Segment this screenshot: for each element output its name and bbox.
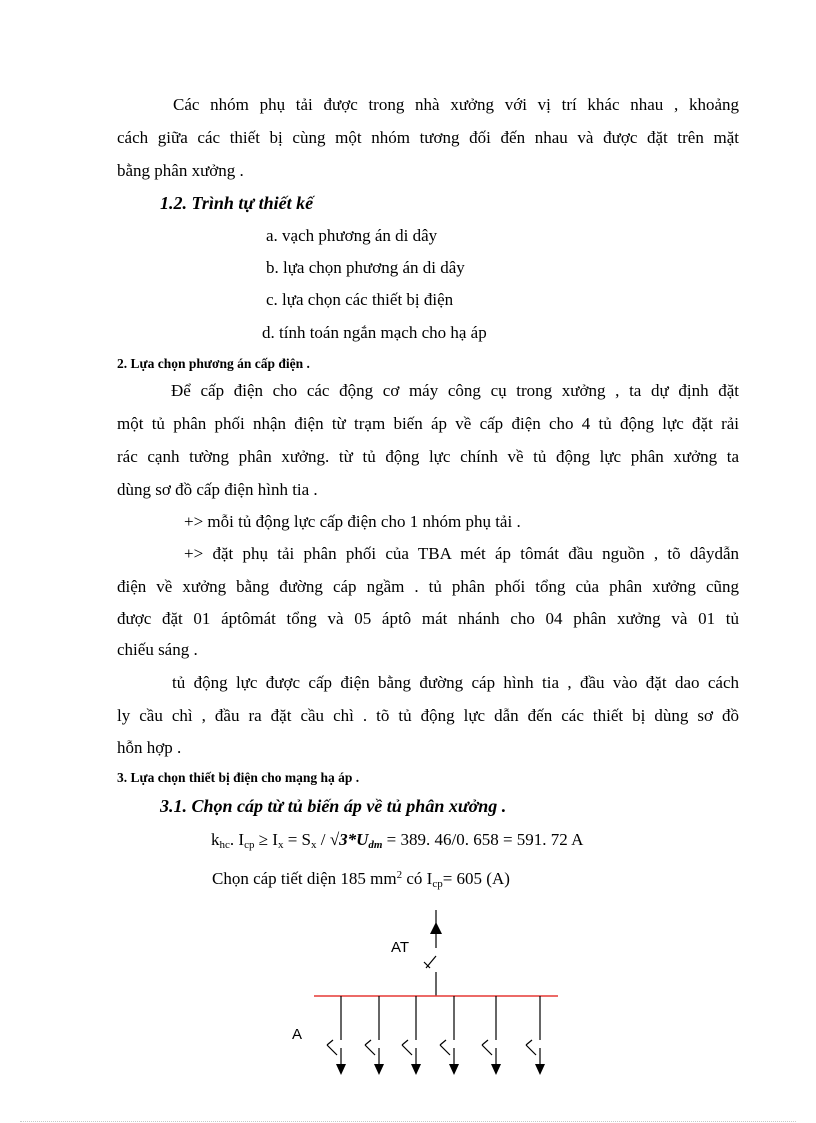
- list-item: a. vạch phương án di dây: [266, 226, 438, 245]
- section-2-para-2-line: ly cầu chì , đầu ra đặt cầu chì . tõ tủ động lực dẫn đến các thiết bị dùng sơ đồ: [117, 706, 739, 725]
- branch-breaker-switch: [365, 1045, 375, 1055]
- paragraph-1-line-2: cách giữa các thiết bị cùng một nhóm tương đối đến nhau và được đặt trên mặt: [117, 128, 739, 147]
- page-bottom-rule: [20, 1121, 796, 1122]
- branch-breaker-hook: [440, 1040, 446, 1045]
- incoming-arrow-icon: [430, 922, 442, 934]
- formula-ge: ≥ I: [254, 830, 278, 849]
- label-a: A: [292, 1026, 303, 1043]
- cable-choice-text: Chọn cáp tiết diện 185 mm: [212, 869, 397, 888]
- branch-breaker-hook: [365, 1040, 371, 1045]
- branch-breaker-switch: [526, 1045, 536, 1055]
- formula-result: = 389. 46/0. 658 = 591. 72 A: [382, 830, 584, 849]
- branch-arrow-icon: [336, 1064, 346, 1075]
- section-2-para-1-line: dùng sơ đồ cấp điện hình tia .: [117, 480, 318, 499]
- branch-breaker-hook: [482, 1040, 488, 1045]
- paragraph-1-line-1: Các nhóm phụ tải được trong nhà xưởng với vị trí khác nhau , khoảng: [173, 95, 739, 114]
- section-1-2-heading: 1.2. Trình tự thiết kế: [160, 193, 314, 213]
- section-2-para-1-line: một tủ phân phối nhận điện từ trạm biến áp về cấp điện cho 4 tủ động lực đặt rải: [117, 414, 739, 433]
- branch-group: [327, 996, 545, 1075]
- bullet-1: +> mỗi tủ động lực cấp điện cho 1 nhóm phụ tải .: [184, 512, 521, 531]
- branch-arrow-icon: [449, 1064, 459, 1075]
- formula-sx-sub: x: [311, 839, 317, 851]
- branch-arrow-icon: [411, 1064, 421, 1075]
- branch-breaker-switch: [327, 1045, 337, 1055]
- branch-breaker-switch: [482, 1045, 492, 1055]
- label-at: AT: [391, 939, 410, 956]
- formula-i1-sub: cp: [244, 839, 255, 851]
- formula-u-sub: dm: [368, 839, 383, 851]
- list-item: c. lựa chọn các thiết bị điện: [266, 290, 454, 309]
- section-2-para-1-line: rác cạnh tường phân xưởng. từ tủ động lực chính về tủ động lực phân xưởng ta: [117, 447, 739, 466]
- cable-choice-sup: 2: [396, 869, 403, 881]
- section-3-heading: 3. Lựa chọn thiết bị điện cho mạng hạ áp .: [117, 770, 360, 785]
- section-3-1-heading: 3.1. Chọn cáp từ tủ biến áp về tủ phân xưởng .: [160, 796, 507, 816]
- branch-arrow-icon: [374, 1064, 384, 1075]
- formula-sqrt: √3*U: [329, 830, 369, 849]
- section-2-para-2-line: tủ động lực được cấp điện bằng đường cáp hình tia , đầu vào đặt dao cách: [172, 673, 739, 692]
- formula-ix-sub: x: [277, 839, 284, 851]
- paragraph-1-line-3: bằng phân xưởng .: [117, 161, 244, 180]
- formula-div: /: [316, 830, 330, 849]
- cable-choice-sub: cp: [432, 878, 443, 890]
- branch-breaker-switch: [440, 1045, 450, 1055]
- branch-breaker-switch: [402, 1045, 412, 1055]
- formula-k-sub: hc: [219, 839, 230, 851]
- branch-breaker-hook: [327, 1040, 333, 1045]
- branch-arrow-icon: [535, 1064, 545, 1075]
- section-2-para-1-line: Để cấp điện cho các động cơ máy công cụ trong xưởng , ta dự định đặt: [171, 381, 739, 400]
- bullet-2-line: điện về xưởng bằng đường cáp ngầm . tủ phân phối tổng của phân xưởng cũng: [117, 577, 739, 596]
- formula-i1: . I: [229, 830, 245, 849]
- bullet-2-line: chiếu sáng .: [117, 640, 198, 659]
- formula-k: k: [211, 830, 220, 849]
- section-2-para-2-line: hỗn hợp .: [117, 738, 182, 757]
- list-item: d. tính toán ngắn mạch cho hạ áp: [262, 323, 487, 342]
- formula-eq: = S: [283, 830, 311, 849]
- bullet-2-line: +> đặt phụ tải phân phối của TBA mét áp tômát đầu nguồn , tõ dâydẫn: [184, 544, 739, 563]
- branch-breaker-hook: [402, 1040, 408, 1045]
- cable-choice-mid: có I: [402, 869, 433, 888]
- bullet-2-line: được đặt 01 áptômát tổng và 05 áptô mát nhánh cho 04 phân xưởng và 01 tủ: [117, 609, 739, 628]
- section-2-heading: 2. Lựa chọn phương án cấp điện .: [117, 356, 310, 371]
- branch-breaker-hook: [526, 1040, 532, 1045]
- list-item: b. lựa chọn phương án di dây: [266, 258, 465, 277]
- branch-arrow-icon: [491, 1064, 501, 1075]
- cable-choice-end: = 605 (A): [442, 869, 510, 888]
